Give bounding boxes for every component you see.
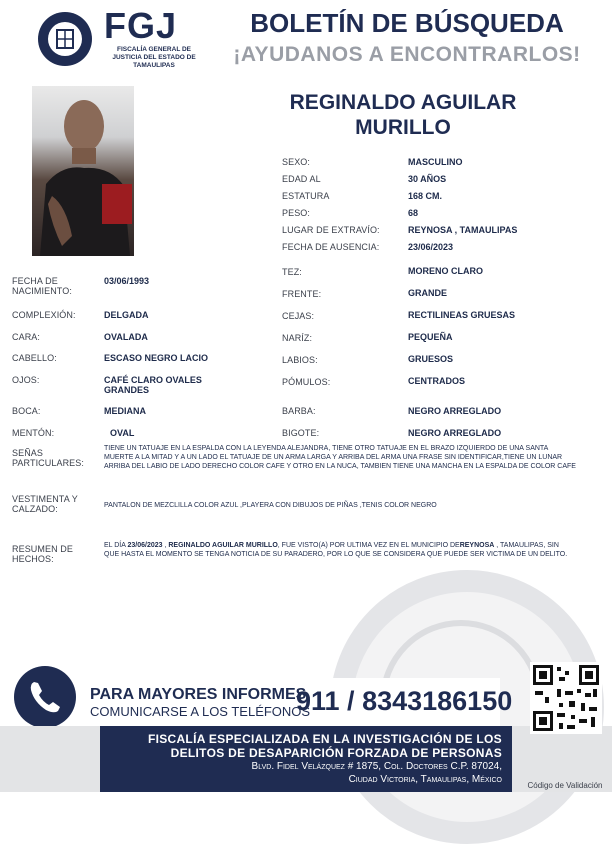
absence-date-value: 23/06/2023 — [408, 242, 454, 252]
footer-address-line2: Ciudad Victoria, Tamaulipas, México — [348, 774, 502, 785]
summary-name: REGINALDO AGUILAR MURILLO — [168, 542, 278, 549]
logo-acronym: FGJ — [104, 5, 178, 46]
agency-name: FISCALÍA GENERAL DE JUSTICIA DEL ESTADO DE TAMAULIPAS — [112, 46, 196, 69]
state-seal-emblem — [48, 22, 82, 56]
phone-number[interactable]: 911 / 8343186150 — [296, 686, 513, 716]
summary-sep: , — [162, 542, 169, 549]
weight-value: 68 — [408, 208, 419, 218]
lips-value: GRUESOS — [408, 354, 454, 364]
eyes-value: CAFÉ CLARO OVALES GRANDES — [104, 375, 202, 395]
lips-label: LABIOS: — [282, 355, 318, 365]
eyebrows-value: RECTILINEAS GRUESAS — [408, 310, 516, 320]
face-label: CARA: — [12, 332, 41, 342]
sex-value: MASCULINO — [408, 157, 463, 167]
build-label: COMPLEXIÓN: — [12, 310, 76, 320]
contact-heading: PARA MAYORES INFORMES, — [90, 686, 311, 703]
skin-label: TEZ: — [282, 267, 302, 277]
footer-office-line2: DELITOS DE DESAPARICIÓN FORZADA DE PERSONAS — [170, 746, 502, 760]
summary-label: RESUMEN DE HECHOS: — [12, 544, 74, 564]
phone-icon-badge — [14, 666, 76, 728]
footer-address-line1: Blvd. Fidel Velázquez # 1875, Col. Doctores C.P. 87024, — [251, 761, 502, 772]
age-label: EDAD AL — [282, 174, 321, 184]
cheekbones-value: CENTRADOS — [408, 376, 466, 386]
mustache-value: NEGRO ARREGLADO — [408, 428, 502, 438]
chin-value: OVAL — [110, 428, 135, 438]
face-value: OVALADA — [104, 332, 148, 342]
chin-label: MENTÓN: — [12, 428, 55, 438]
height-value: 168 CM. — [408, 191, 443, 201]
place-value: REYNOSA , TAMAULIPAS — [408, 225, 518, 235]
age-value: 30 AÑOS — [408, 174, 447, 184]
clothing-text: PANTALON DE MEZCLILLA COLOR AZUL ,PLAYERA CON DIBUJOS DE PIÑAS ,TENIS COLOR NEGRO — [104, 502, 437, 509]
build-value: DELGADA — [104, 310, 149, 320]
forehead-value: GRANDE — [408, 288, 448, 298]
skin-value: MORENO CLARO — [408, 266, 483, 276]
hair-value: ESCASO NEGRO LACIO — [104, 353, 209, 363]
summary-end: , TAMAULIPAS, SIN QUE HASTA EL MOMENTO SE TENGA NOTICIA DE SU PARADERO, POR LO QUE SE CONSIDERA QUE PUEDE SER VICTIMA DE UN DELITO. — [104, 542, 568, 558]
absence-date-label: FECHA DE AUSENCIA: — [282, 242, 380, 252]
summary-mid: , FUE VISTO(A) POR ULTIMA VEZ EN EL MUNICIPIO DE — [277, 542, 460, 549]
mouth-value: MEDIANA — [104, 406, 146, 416]
eyebrows-label: CEJAS: — [282, 311, 315, 321]
summary-date: 23/06/2023 — [127, 542, 163, 549]
contact-subheading: COMUNICARSE A LOS TELÉFONOS — [90, 704, 311, 719]
cheekbones-label: PÓMULOS: — [282, 377, 331, 387]
validation-qr-code[interactable] — [530, 662, 602, 734]
mouth-label: BOCA: — [12, 406, 41, 416]
height-label: ESTATURA — [282, 191, 330, 201]
bulletin-subtitle: ¡AYUDANOS A ENCONTRARLOS! — [233, 43, 581, 66]
place-label: LUGAR DE EXTRAVÍO: — [282, 225, 380, 235]
summary-city: REYNOSA — [459, 542, 495, 549]
summary-intro: EL DÍA — [104, 542, 128, 549]
weight-label: PESO: — [282, 208, 311, 218]
clothing-label: VESTIMENTA Y CALZADO: — [12, 494, 78, 514]
person-name-line2: MURILLO — [355, 116, 451, 139]
summary-text — [104, 541, 572, 559]
phone-icon — [14, 666, 76, 728]
footer-office-line1: FISCALÍA ESPECIALIZADA EN LA INVESTIGACIÓN DE LOS — [147, 732, 502, 746]
beard-label: BARBA: — [282, 406, 316, 416]
marks-label: SEÑAS PARTICULARES: — [12, 448, 84, 468]
beard-value: NEGRO ARREGLADO — [408, 406, 502, 416]
hair-label: CABELLO: — [12, 353, 57, 363]
birthdate-value: 03/06/1993 — [104, 276, 150, 286]
eyes-label: OJOS: — [12, 375, 40, 385]
birthdate-label: FECHA DE NACIMIENTO: — [12, 276, 72, 296]
bulletin-title: BOLETÍN DE BÚSQUEDA — [250, 8, 564, 38]
nose-value: PEQUEÑA — [408, 332, 453, 342]
mustache-label: BIGOTE: — [282, 428, 320, 438]
marks-text: TIENE UN TATUAJE EN LA ESPALDA CON LA LEYENDA ALEJANDRA, TIENE OTRO TATUAJE EN EL BRAZO IZQUIERDO DE UNA SANTA MUERTE A LA MITAD Y A UN LADO EL TATUAJE DE UN ARMA LARGA Y ARRIBA DEL ARMA UNA FRASE SIN IDENTIFICAR,TIENE UN LUNAR ARRIBA DEL LABIO DE LADO DERECHO COLOR CAFE Y OTRO EN LA NUCA, TAMBIEN TIENE UNA MANCHA EN LA ESPALDA DE COLOR CAFE — [104, 445, 576, 470]
person-name-line1: REGINALDO AGUILAR — [289, 91, 517, 114]
sex-label: SEXO: — [282, 157, 311, 167]
person-name — [242, 90, 564, 140]
forehead-label: FRENTE: — [282, 289, 322, 299]
person-photo — [32, 86, 134, 256]
qr-caption: Código de Validación — [527, 781, 603, 790]
nose-label: NARÍZ: — [282, 333, 313, 343]
